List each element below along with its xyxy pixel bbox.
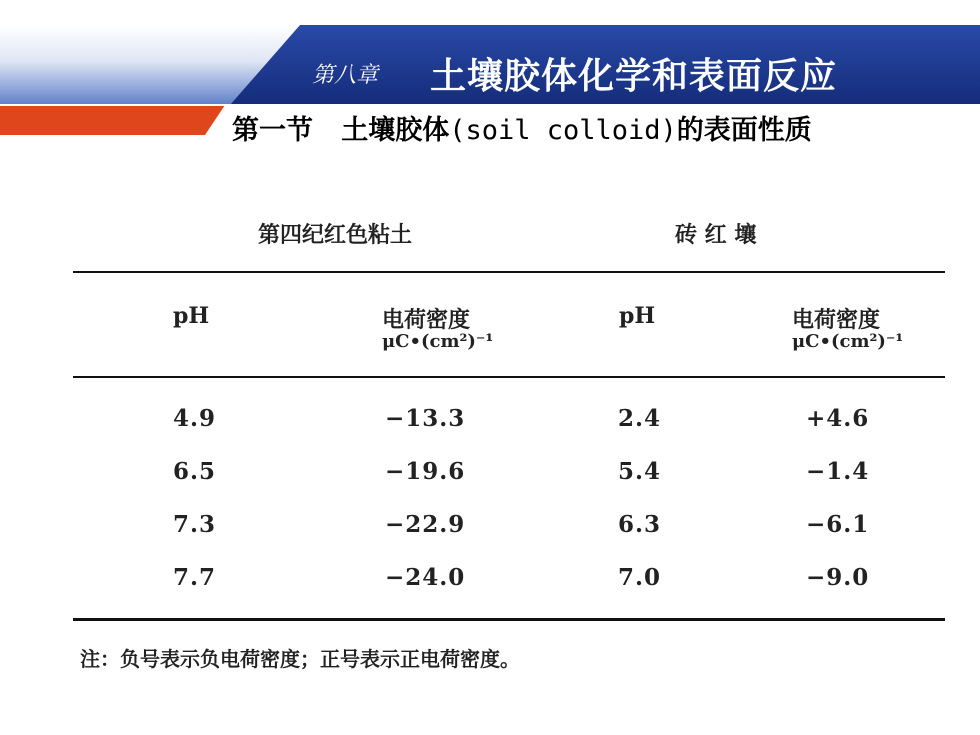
table-cell: −9.0 [806, 564, 870, 591]
charge-density-table [70, 198, 950, 688]
column-unit-charge-1: μC•(cm²)⁻¹ [382, 331, 494, 352]
group-header-red-clay: 第四纪红色粘土 [258, 223, 413, 248]
column-header-charge-2: 电荷密度 [792, 307, 881, 333]
table-bottom-rule [73, 618, 945, 621]
table-cell: −6.1 [806, 511, 870, 538]
column-header-charge-1: 电荷密度 [382, 307, 471, 333]
table-cell: 4.9 [173, 405, 217, 432]
section-title [232, 108, 812, 147]
section-title-english: (soil colloid) [449, 115, 677, 146]
column-header-ph-1: pH [173, 303, 210, 329]
group-header-latosol: 砖 红 壤 [675, 223, 757, 248]
banner-orange-band [0, 105, 225, 135]
column-unit-charge-2: μC•(cm²)⁻¹ [792, 331, 904, 352]
column-header-ph-2: pH [619, 303, 656, 329]
table-cell: +4.6 [806, 405, 870, 432]
table-cell: −22.9 [385, 511, 466, 538]
table-cell: 5.4 [618, 458, 662, 485]
table-cell: 7.0 [618, 564, 662, 591]
table-header-rule [73, 376, 945, 378]
table-cell: 7.3 [173, 511, 217, 538]
chapter-label: 第八章 [312, 63, 379, 88]
table-cell: 2.4 [618, 405, 662, 432]
table-cell: −1.4 [806, 458, 870, 485]
table-cell: −13.3 [385, 405, 466, 432]
section-title-suffix: 的表面性质 [676, 115, 812, 146]
section-title-prefix: 第一节 土壤胶体 [232, 115, 450, 146]
table-cell: 7.7 [173, 564, 217, 591]
table-cell: 6.5 [173, 458, 217, 485]
chapter-title: 土壤胶体化学和表面反应 [430, 56, 838, 97]
table-note: 注：负号表示负电荷密度；正号表示正电荷密度。 [80, 647, 520, 671]
table-cell: −19.6 [385, 458, 466, 485]
table-cell: 6.3 [618, 511, 662, 538]
table-top-rule [73, 271, 945, 273]
table-cell: −24.0 [385, 564, 466, 591]
